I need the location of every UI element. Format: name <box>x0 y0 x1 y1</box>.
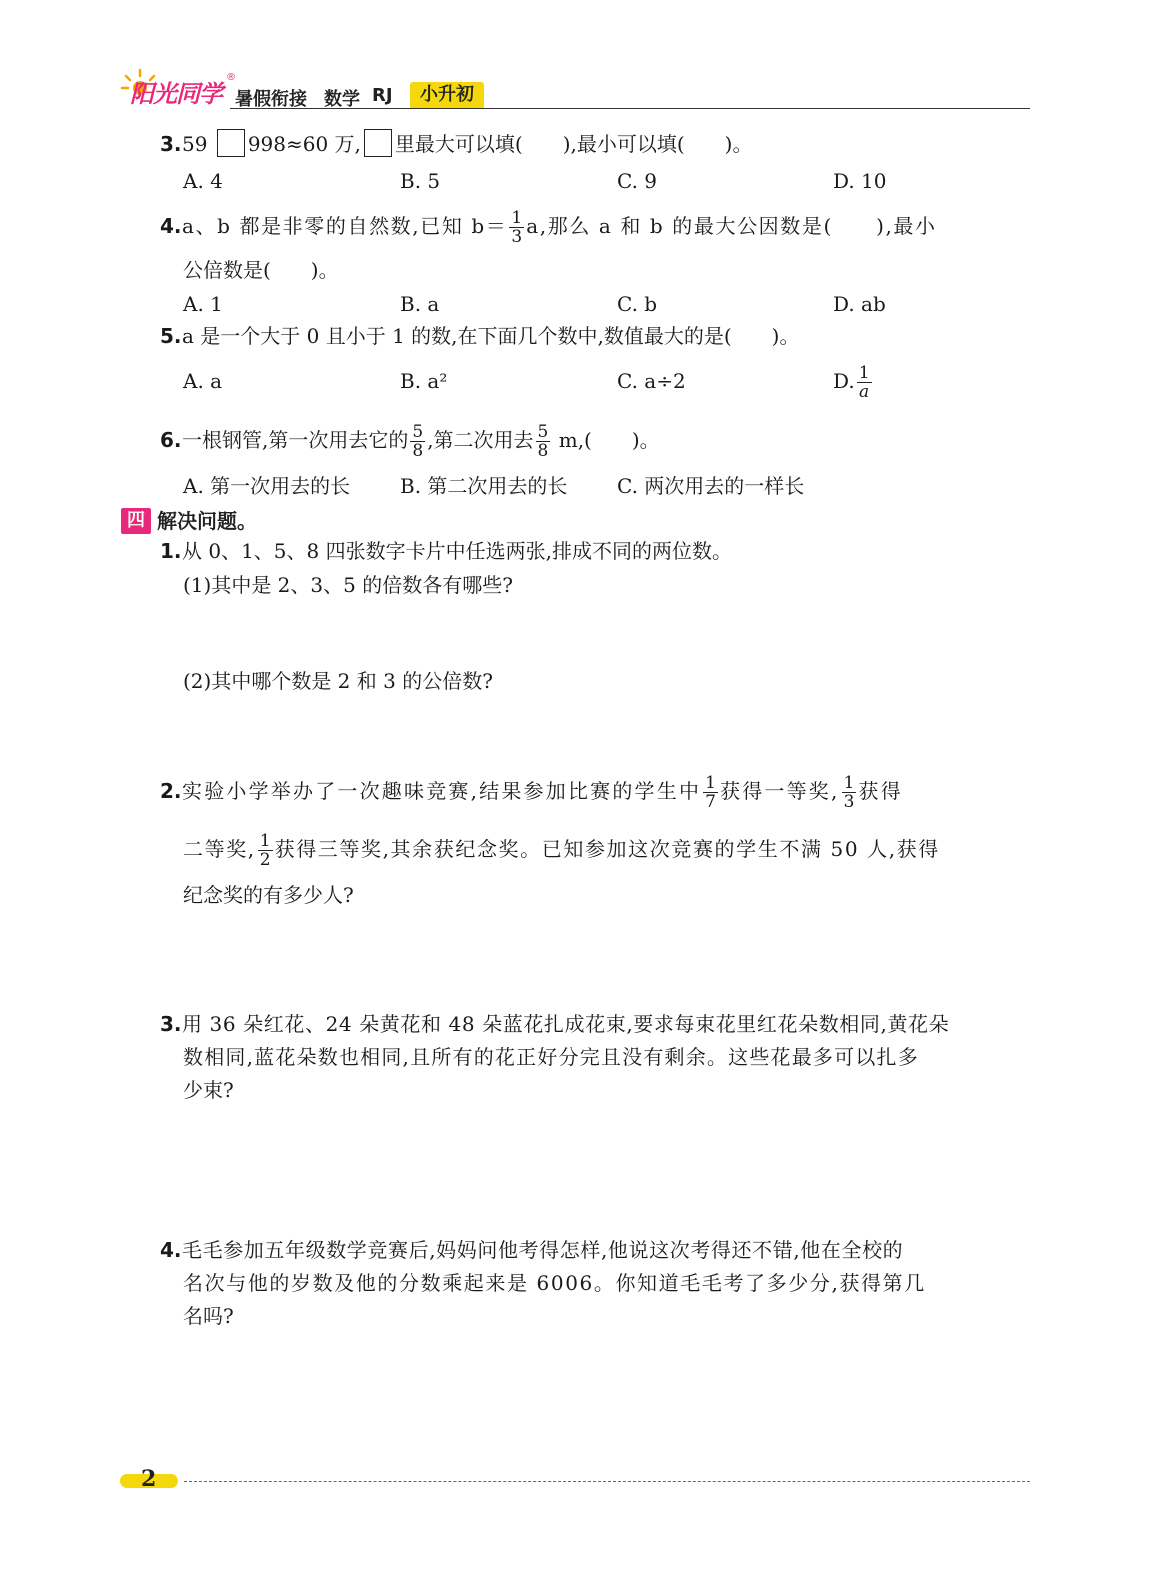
question-number: 4. <box>160 214 182 238</box>
page-header <box>120 66 1030 110</box>
question-text-c: m,( )。 <box>558 428 660 452</box>
problem-number: 1. <box>160 539 182 563</box>
question-text-b: ,第二次用去 <box>427 428 534 452</box>
choice-question-4 <box>160 206 937 246</box>
problem-line1-a: 实验小学举办了一次趣味竞赛,结果参加比赛的学生中 <box>182 779 702 803</box>
problem-line3: 名吗? <box>183 1304 234 1328</box>
series-name: 暑假衔接 <box>235 89 307 110</box>
question-number: 5. <box>160 324 182 348</box>
sub-question-2: (2)其中哪个数是 2 和 3 的公倍数? <box>183 669 493 693</box>
question-number: 3. <box>160 132 182 156</box>
problem-2-line2 <box>183 826 940 872</box>
section-title: 解决问题。 <box>157 509 257 533</box>
problem-line3: 少束? <box>183 1078 234 1102</box>
problem-line3: 纪念奖的有多少人? <box>183 883 354 907</box>
question-number: 6. <box>160 428 182 452</box>
grade-badge: 小升初 <box>410 82 484 108</box>
option-a: A. 4 <box>183 169 223 193</box>
fraction: $\frac{1}{3}$ <box>511 208 523 247</box>
option-d: D. 10 <box>833 169 887 193</box>
option-d <box>833 357 874 405</box>
problem-line2: 数相同,蓝花朵数也相同,且所有的花正好分完且没有剩余。这些花最多可以扎多 <box>183 1045 919 1069</box>
problem-line2: 名次与他的岁数及他的分数乘起来是 6006。你知道毛毛考了多少分,获得第几 <box>183 1271 926 1295</box>
option-c: C. 两次用去的一样长 <box>617 474 805 498</box>
option-b: B. a² <box>400 369 448 393</box>
fraction: $\frac{1}{a}$ <box>858 363 870 402</box>
option-c: C. a÷2 <box>617 369 686 393</box>
choice-question-6 <box>160 418 660 462</box>
registered-mark: ® <box>226 72 236 83</box>
page-number: 2 <box>141 1466 157 1492</box>
question-text-c: 里最大可以填( ),最小可以填( )。 <box>394 132 753 156</box>
problem-number: 4. <box>160 1238 182 1262</box>
fraction: $\frac{1}{2}$ <box>259 831 271 870</box>
problem-line1: 用 36 朵红花、24 朵黄花和 48 朵蓝花扎成花束,要求每束花里红花朵数相同,黄花朵 <box>182 1012 950 1036</box>
option-d: D. ab <box>833 292 886 316</box>
problem-text: 从 0、1、5、8 四张数字卡片中任选两张,排成不同的两位数。 <box>182 539 732 563</box>
fraction: $\frac{1}{3}$ <box>843 773 855 812</box>
sub-question-1: (1)其中是 2、3、5 的倍数各有哪些? <box>183 573 513 597</box>
problem-line1: 毛毛参加五年级数学竞赛后,妈妈问他考得怎样,他说这次考得还不错,他在全校的 <box>182 1238 904 1262</box>
problem-line1-b: 获得一等奖, <box>720 779 840 803</box>
fraction: $\frac{5}{8}$ <box>412 422 424 461</box>
question-text-b: 998≈60 万, <box>247 132 361 156</box>
choice-question-3 <box>160 129 753 158</box>
section-badge: 四 <box>121 508 151 534</box>
blank-box <box>217 129 245 157</box>
choice-question-5 <box>160 322 799 350</box>
problem-4 <box>160 1236 903 1264</box>
question-text-a: a 是一个大于 0 且小于 1 的数,在下面几个数中,数值最大的是( )。 <box>182 324 800 348</box>
problem-1 <box>160 537 732 565</box>
footer-dashed-rule <box>184 1481 1030 1482</box>
question-text-c: 公倍数是( )。 <box>183 258 339 282</box>
edition-label: RJ <box>372 85 393 106</box>
problem-number: 3. <box>160 1012 182 1036</box>
brand-logo-text: 阳光同学 <box>130 80 222 108</box>
problem-line2-b: 获得三等奖,其余获纪念奖。已知参加这次竞赛的学生不满 50 人,获得 <box>274 837 940 861</box>
question-text-a: a、b 都是非零的自然数,已知 b＝ <box>182 214 508 238</box>
subject-name: 数学 <box>324 89 360 110</box>
option-c: C. 9 <box>617 169 658 193</box>
question-text-b: a,那么 a 和 b 的最大公因数是( ),最小 <box>526 214 937 238</box>
option-a: A. a <box>183 369 223 393</box>
question-text-a: 59 <box>182 132 208 156</box>
option-a: A. 1 <box>183 292 223 316</box>
problem-3 <box>160 1010 949 1038</box>
blank-box <box>364 129 392 157</box>
option-d-label: D. <box>833 369 855 393</box>
problem-line2-a: 二等奖, <box>183 837 256 861</box>
problem-number: 2. <box>160 779 182 803</box>
question-text-a: 一根钢管,第一次用去它的 <box>182 428 409 452</box>
option-c: C. b <box>617 292 658 316</box>
option-b: B. 第二次用去的长 <box>400 474 568 498</box>
problem-line1-c: 获得 <box>858 779 903 803</box>
option-b: B. a <box>400 292 440 316</box>
problem-2 <box>160 768 903 814</box>
option-a: A. 第一次用去的长 <box>183 474 351 498</box>
option-b: B. 5 <box>400 169 441 193</box>
fraction: $\frac{1}{7}$ <box>705 773 716 812</box>
fraction: $\frac{5}{8}$ <box>537 422 549 461</box>
header-rule <box>230 108 1030 109</box>
